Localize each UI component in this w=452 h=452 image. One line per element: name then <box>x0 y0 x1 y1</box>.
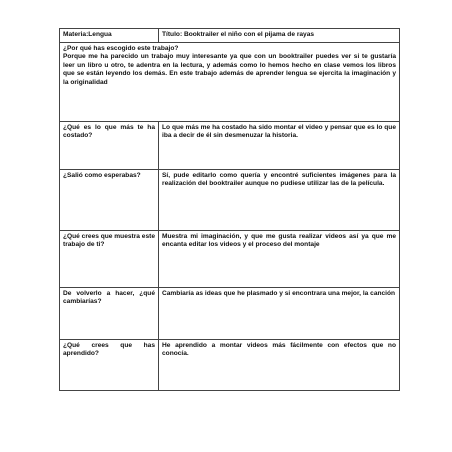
answer-cell: Sí, pude editarlo como quería y encontré suficientes imágenes para la realización del booktrailer aunque no pudiese utilizar las de la película. <box>159 169 400 230</box>
table-row <box>60 230 400 287</box>
table-row <box>60 121 400 169</box>
answer-cell: Cambiaría as ideas que he plasmado y si encontrara una mejor, la canción <box>159 287 400 339</box>
intro-question: ¿Por qué has escogido este trabajo? <box>63 44 179 52</box>
reflection-table <box>59 28 400 391</box>
question-cell: ¿Salió como esperabas? <box>60 169 159 230</box>
question-cell: ¿Qué crees que has aprendido? <box>60 339 159 390</box>
table-row <box>60 287 400 339</box>
answer-cell: Lo que más me ha costado ha sido montar el video y pensar que es lo que iba a decir de él sin desmenuzar la historia. <box>159 121 400 169</box>
answer-cell: He aprendido a montar videos más fácilmente con efectos que no conocía. <box>159 339 400 390</box>
header-row <box>60 29 400 43</box>
intro-cell <box>60 42 400 121</box>
table-row <box>60 339 400 390</box>
question-cell: De volverlo a hacer, ¿qué cambiarías? <box>60 287 159 339</box>
subject-cell: Materia:Lengua <box>60 29 159 43</box>
intro-row <box>60 42 400 121</box>
table-row <box>60 169 400 230</box>
intro-answer: Porque me ha parecido un trabajo muy interesante ya que con un booktrailer puedes ver si te gustaría leer un libro u otro, te adentra en la lectura, y además como lo hemos hecho en clase vemos los libros que se están leyendo los demás. En este trabajo además de aprender lengua se ejercita la imaginación y la originalidad <box>63 53 396 86</box>
question-cell: ¿Qué es lo que más te ha costado? <box>60 121 159 169</box>
title-cell: Título: Booktrailer el niño con el pijama de rayas <box>159 29 400 43</box>
question-cell: ¿Qué crees que muestra este trabajo de ti? <box>60 230 159 287</box>
answer-cell: Muestra mi imaginación, y que me gusta realizar videos así ya que me encanta editar los videos y el proceso del montaje <box>159 230 400 287</box>
